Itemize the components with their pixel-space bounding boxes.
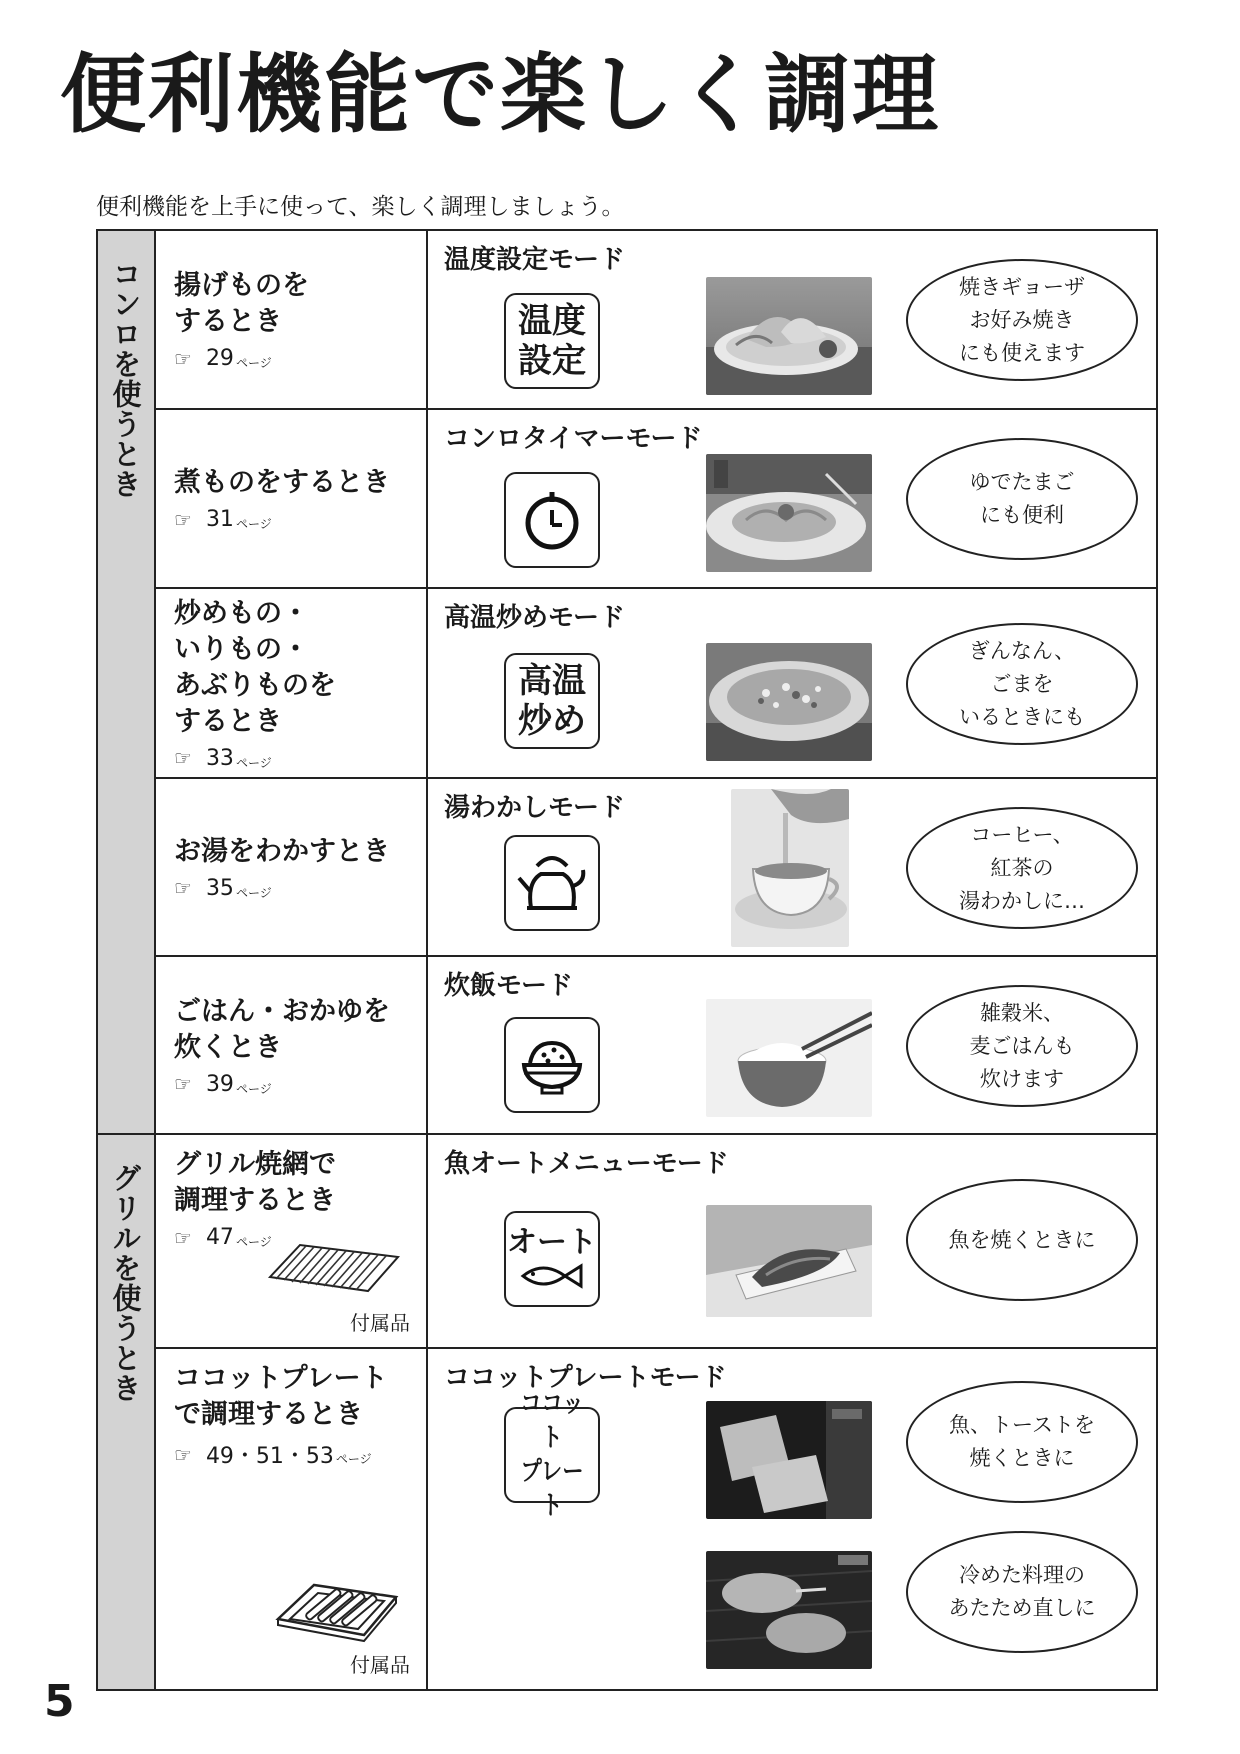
page-number-ref: 49・51・53 [205,1444,334,1469]
page-unit: ページ [235,517,272,531]
tempura-photo [706,277,872,395]
when-text: グリル焼網で 調理するとき [174,1149,336,1216]
when-cell [156,589,428,779]
page-number-ref: 35 [205,875,234,901]
mode-cell [428,957,1156,1135]
usage-note: コーヒー、 紅茶の 湯わかしに… [959,822,1085,913]
pointing-hand-icon: ☞ [174,1225,192,1250]
page-number-ref: 33 [205,745,234,771]
page-number-ref: 47 [205,1225,234,1250]
accessory-label: 付属品 [350,1311,410,1335]
fried-rice-photo [706,643,872,761]
usage-note: 魚、トーストを 焼くときに [949,1413,1095,1470]
page-reference [174,746,426,771]
when-text: 煮ものをするとき [174,467,390,498]
usage-note-bubble [906,1381,1138,1503]
rice-bowl-icon [504,1017,600,1113]
fish-icon [517,1260,587,1292]
icon-label: 高温 炒め [518,661,586,741]
mode-cell [428,779,1156,957]
mode-name: ココットプレートモード [444,1363,727,1393]
section-label-grill: グリルを使うとき [108,1163,143,1403]
mode-name: コンロタイマーモード [444,424,703,454]
when-text: お湯をわかすとき [174,835,390,867]
usage-note-bubble [906,1179,1138,1301]
usage-note: 魚を焼くときに [948,1227,1096,1252]
section-konro [98,231,156,1135]
page-title: 便利機能で楽しく調理 [60,44,940,145]
usage-note-bubble [906,807,1138,929]
section-grill [98,1135,156,1689]
page-number: 5 [44,1676,75,1727]
mode-cell [428,1135,1156,1349]
timer-icon [504,472,600,568]
usage-note: 焼きギョーザ お好み焼き にも使えます [959,274,1085,365]
grilled-fish-photo [706,1205,872,1317]
high-temp-stir-fry-icon [504,653,600,749]
usage-note-bubble [906,438,1138,560]
page-unit: ページ [335,1452,372,1466]
mode-name: 湯わかしモード [444,793,625,823]
when-cell [156,957,428,1135]
mode-cell [428,589,1156,779]
mode-name: 高温炒めモード [444,603,625,633]
when-cell [156,231,428,410]
pointing-hand-icon: ☞ [174,1072,192,1096]
subtitle: 便利機能を上手に使って、楽しく調理しましょう。 [96,194,625,220]
page-unit: ページ [235,885,272,900]
page-unit: ページ [235,1235,272,1249]
usage-note: 雑穀米、 麦ごはんも 炊けます [969,1000,1075,1091]
usage-note-bubble [906,623,1138,745]
mode-cell [428,231,1156,410]
when-text: ココットプレート で調理するとき [174,1363,388,1430]
mode-name: 魚オートメニューモード [444,1149,729,1179]
usage-note-bubble [906,1531,1138,1653]
when-text: ごはん・おかゆを 炊くとき [174,995,390,1063]
page-unit: ページ [235,356,272,370]
mode-name: 炊飯モード [444,971,573,1001]
page-number-ref: 29 [205,346,234,371]
kettle-icon [504,835,600,931]
when-cell [156,779,428,957]
when-text: 炒めもの・ いりもの・ あぶりものを するとき [174,597,336,737]
pointing-hand-icon: ☞ [174,507,192,532]
pointing-hand-icon: ☞ [174,746,192,770]
page-reference [174,876,426,901]
icon-label: ココット プレート [520,1389,584,1521]
mode-name: 温度設定モード [444,245,625,275]
page-unit: ページ [235,755,272,770]
page-reference [174,1072,426,1097]
usage-note-bubble [906,985,1138,1107]
cocotte-plate-icon [504,1389,600,1521]
page-reference [174,346,426,371]
rice-photo [706,999,872,1117]
usage-note: 冷めた料理の あたため直しに [948,1563,1096,1620]
accessory-label: 付属品 [350,1653,410,1677]
toast-photo [706,1401,872,1519]
page-number-ref: 39 [205,1071,234,1097]
when-cell [156,1349,428,1689]
page-number-ref: 31 [205,507,234,532]
icon-label: オート [507,1225,597,1260]
tea-photo [731,789,849,947]
mode-cell [428,1349,1156,1689]
cocotte-plate-illustration [274,1579,400,1647]
pointing-hand-icon: ☞ [174,1442,192,1467]
temperature-setting-icon [504,293,600,389]
pointing-hand-icon: ☞ [174,876,192,900]
grill-rack-illustration [266,1237,402,1301]
fish-auto-icon [504,1211,600,1307]
when-text: 揚げものを するとき [174,270,309,337]
page-unit: ページ [235,1081,272,1096]
page-reference [174,1439,426,1470]
usage-note-bubble [906,259,1138,381]
pasta-photo [706,454,872,572]
page-reference [174,507,426,532]
section-label-konro: コンロを使うとき [108,259,143,499]
feature-table [96,229,1158,1691]
when-cell [156,410,428,589]
icon-label: 温度 設定 [518,301,586,381]
usage-note: ぎんなん、 ごまを いるときにも [959,638,1085,729]
fried-cutlet-photo [706,1551,872,1669]
usage-note: ゆでたまご にも便利 [969,470,1075,527]
when-cell [156,1135,428,1349]
mode-cell [428,410,1156,589]
pointing-hand-icon: ☞ [174,346,192,371]
